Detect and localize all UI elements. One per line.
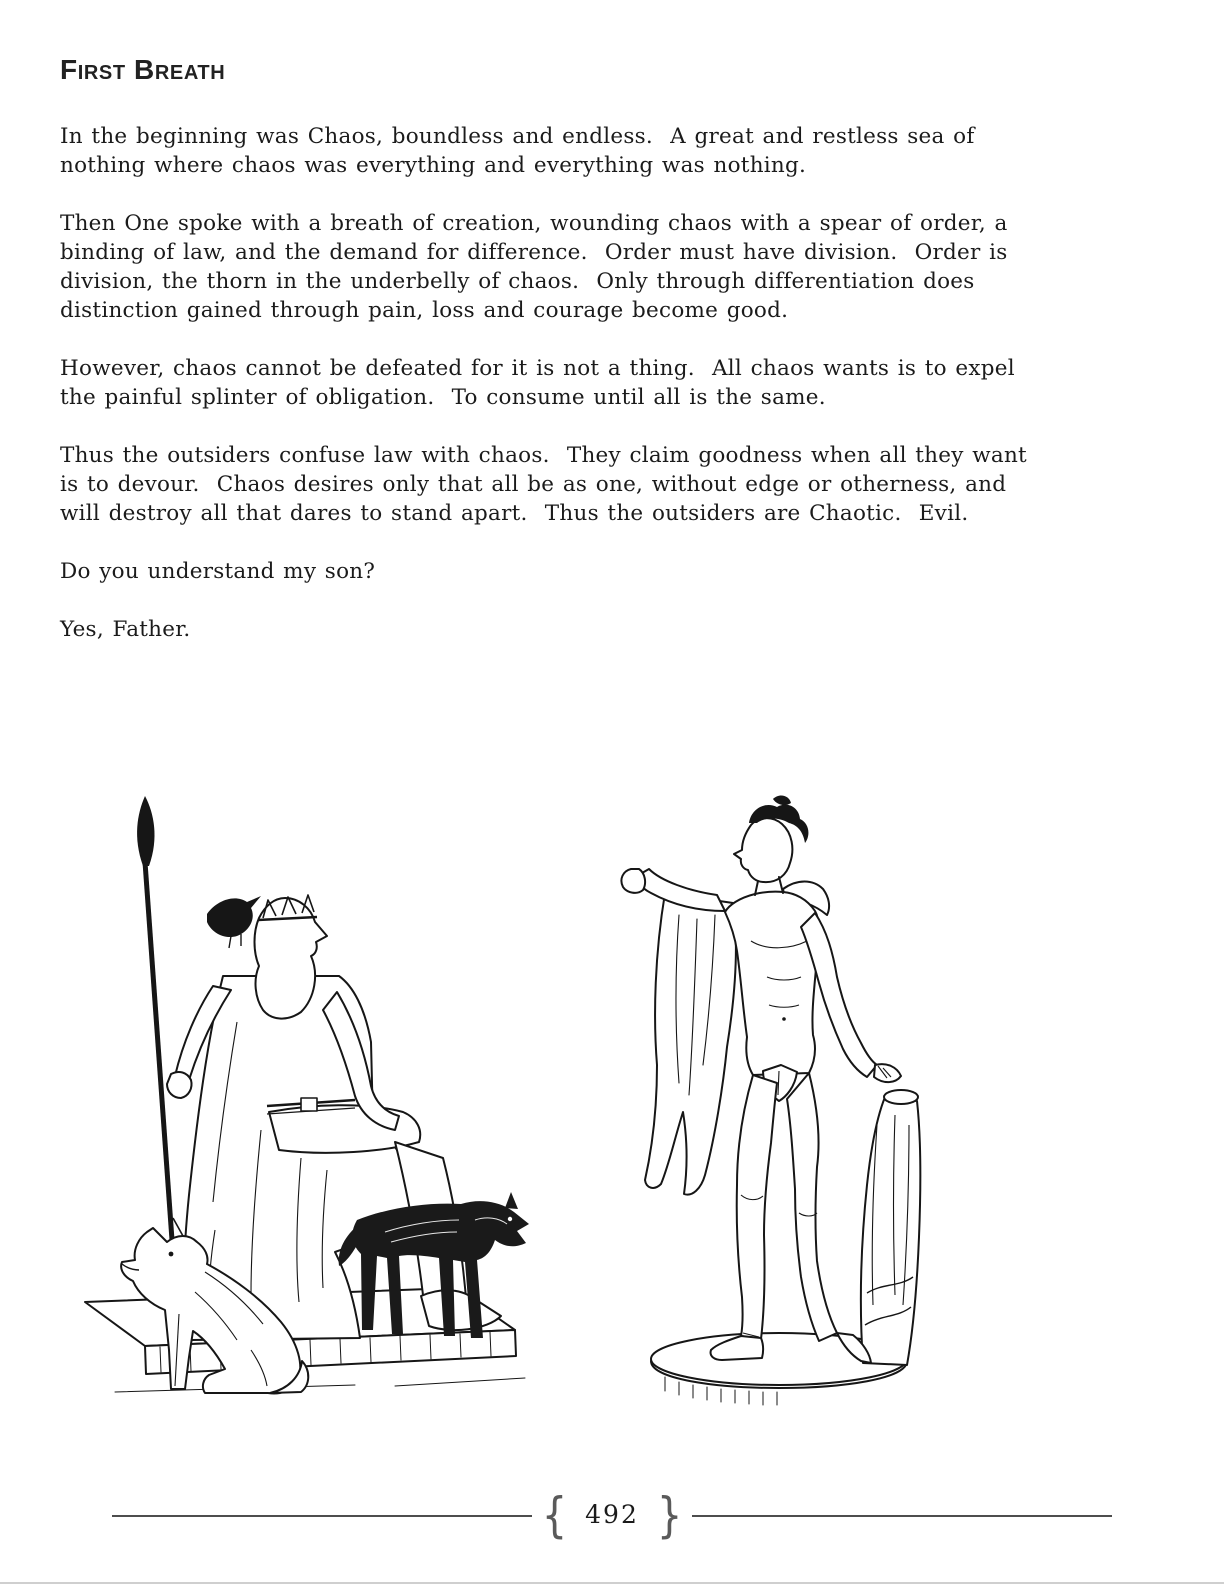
odin-enthroned-illustration-svg [55,790,530,1410]
footer-brace-right: } [656,1488,683,1544]
apollo-statue-illustration-svg [565,765,995,1430]
body-paragraph: Yes, Father. [60,617,191,642]
raven-icon [207,896,261,948]
odin-enthroned-illustration [55,790,530,1410]
footer-rule-right [692,1515,1112,1517]
body-paragraph: Then One spoke with a breath of creation, wounding chaos with a spear of order, a binding of law, and the demand for difference. Order must have division. Order is division, the thorn in the underbelly of chaos. Only through differentiation does distinction gained through pain, loss and courage become good. [60,211,1017,323]
page-content [0,0,1224,644]
illustrations-row [0,760,1224,1450]
body-paragraph: Do you understand my son? [60,559,376,584]
body-paragraph: Thus the outsiders confuse law with chaos. They claim goodness when all they want is to devour. Chaos desires only that all be as one, without edge or otherness, and will destroy all that dares to stand apart. Thus the outsiders are Chaotic. Evil. [60,443,1036,526]
body-paragraph: However, chaos cannot be defeated for it is not a thing. All chaos wants is to expel the painful splinter of obligation. To consume until all is the same. [60,356,1024,410]
page-footer [0,1488,1224,1544]
apollo-statue-illustration [565,765,995,1430]
footer-rule-left [112,1515,532,1517]
tree-trunk [861,1090,920,1365]
footer-brace-left: { [541,1488,568,1544]
page-number: 492 [585,1499,639,1529]
section-heading: First Breath [60,54,226,85]
body-paragraph: In the beginning was Chaos, boundless and endless. A great and restless sea of nothing where chaos was everything and everything was nothing. [60,124,984,178]
